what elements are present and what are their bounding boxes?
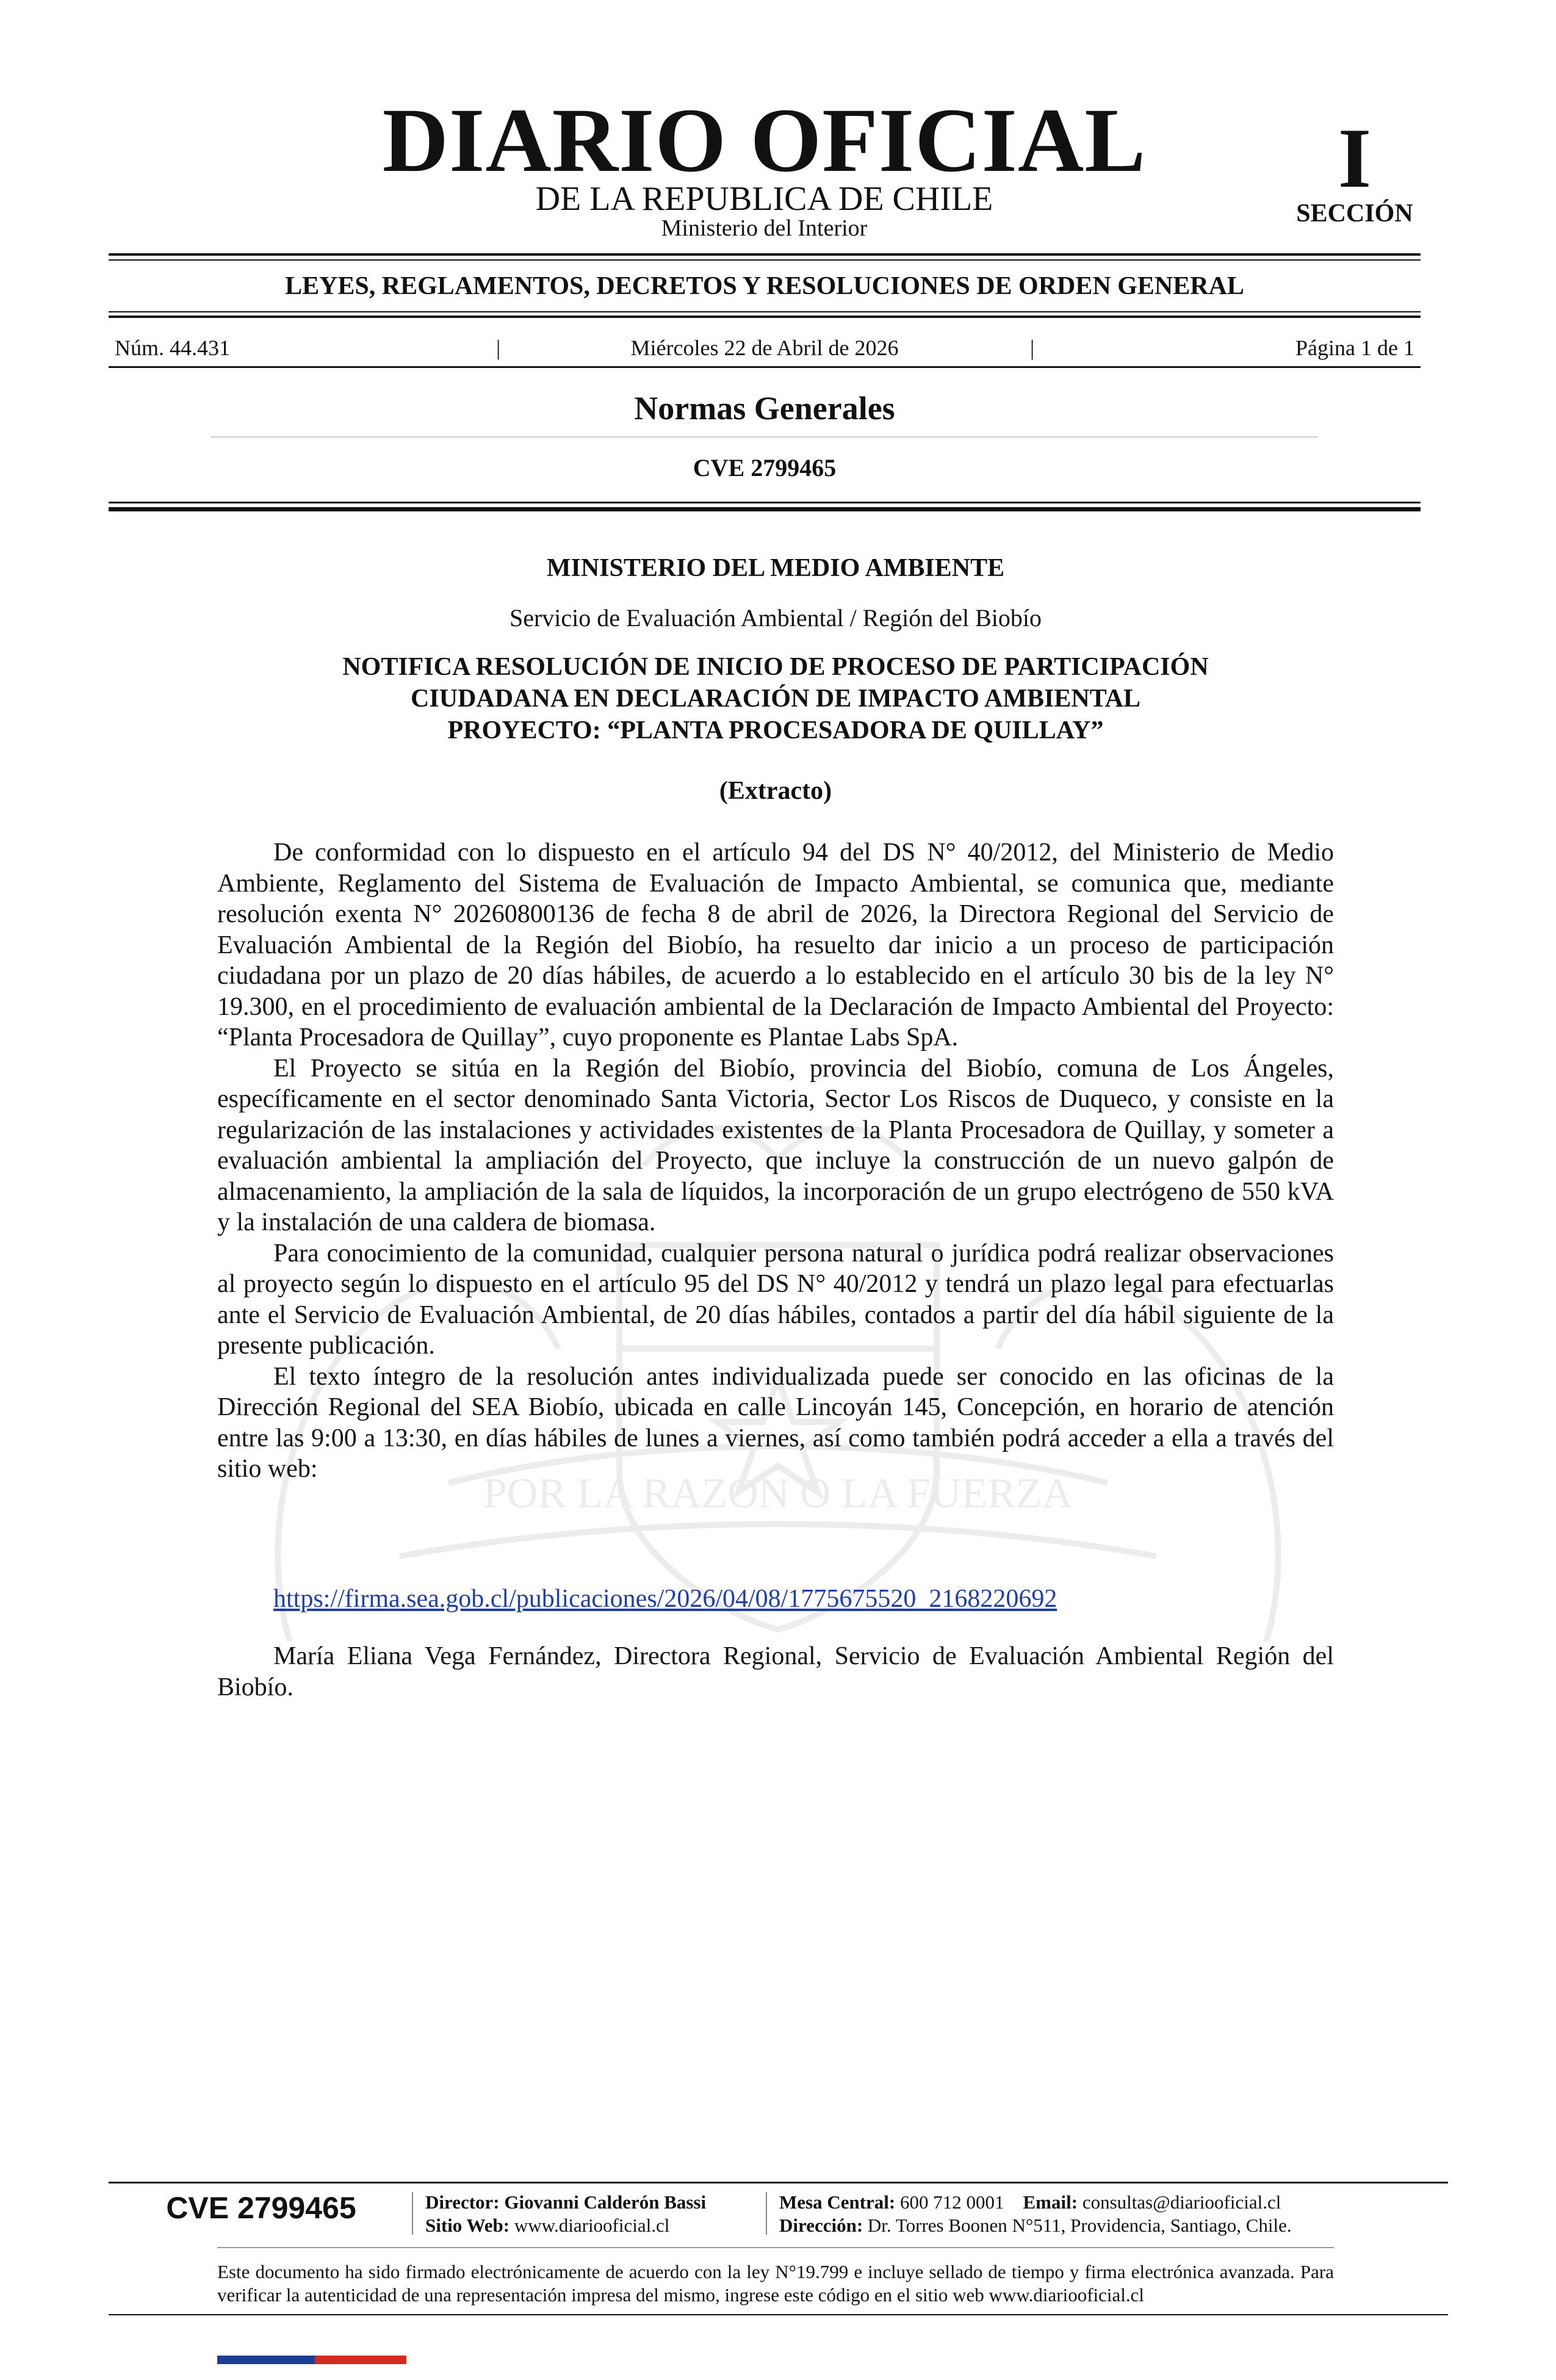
- document-ministry: MINISTERIO DEL MEDIO AMBIENTE: [546, 554, 1005, 582]
- flag-stripe-red: [315, 2356, 406, 2364]
- issue-rule: [109, 366, 1421, 368]
- director-name: Giovanni Calderón Bassi: [504, 2191, 707, 2213]
- publication-link[interactable]: https://firma.sea.gob.cl/publicaciones/2026/04/08/1775675520_2168220692: [273, 1585, 1057, 1613]
- document-title: [217, 651, 1334, 746]
- footer-rule-top: [109, 2182, 1448, 2183]
- category-rule: [109, 316, 1421, 318]
- header-rule-top: [109, 253, 1421, 256]
- email: consultas@diariooficial.cl: [1082, 2191, 1281, 2213]
- issue-separator: |: [1030, 336, 1035, 360]
- section-number: I: [1338, 111, 1372, 206]
- masthead-title: DIARIO OFICIAL: [382, 90, 1147, 191]
- document-title-line: CIUDADANA EN DECLARACIÓN DE IMPACTO AMBIENTAL: [411, 685, 1140, 713]
- issue-date: Miércoles 22 de Abril de 2026: [630, 336, 899, 360]
- flag-stripe-blue: [217, 2356, 315, 2364]
- address-label: Dirección:: [779, 2215, 863, 2236]
- section-label: SECCIÓN: [1296, 200, 1413, 228]
- masthead-subtitle: DE LA REPUBLICA DE CHILE: [535, 180, 993, 218]
- footer-rule-bottom: [109, 2314, 1448, 2315]
- footer-separator: [412, 2192, 413, 2235]
- section-heading: Normas Generales: [634, 390, 895, 427]
- issue-number: Núm. 44.431: [115, 336, 230, 360]
- cve-rule: [109, 507, 1421, 511]
- document-title-line: NOTIFICA RESOLUCIÓN DE INICIO DE PROCESO DE PARTICIPACIÓN: [342, 653, 1209, 681]
- signature: María Eliana Vega Fernández, Directora Regional, Servicio de Evaluación Ambiental Región del Biobío.: [217, 1642, 1334, 1701]
- body-paragraph: De conformidad con lo dispuesto en el artículo 94 del DS N° 40/2012, del Ministerio de Medio Ambiente, Reglamento del Sistema de Evaluación de Impacto Ambiental, se comunica que, mediante resolución exenta N° 20260800136 de fecha 8 de abril de 2026, la Directora Regional del Servicio de Evaluación Ambiental de la Región del Biobío, ha resuelto dar inicio a un proceso de participación ciudadana por un plazo de 20 días hábiles, de acuerdo a lo establecido en el artículo 30 bis de la ley N° 19.300, en el procedimiento de evaluación ambiental de la Declaración de Impacto Ambiental del Proyecto: “Planta Procesadora de Quillay”, cuyo proponente es Plantae Labs SpA.: [217, 838, 1334, 1051]
- header-rule-top-thin: [109, 259, 1421, 261]
- category-heading: LEYES, REGLAMENTOS, DECRETOS Y RESOLUCIONES DE ORDEN GENERAL: [285, 272, 1244, 300]
- footer-cve-code: CVE 2799465: [166, 2191, 356, 2225]
- director-label: Director:: [425, 2191, 500, 2213]
- phone: 600 712 0001: [900, 2191, 1004, 2213]
- website: www.diariooficial.cl: [514, 2215, 670, 2236]
- document-title-line: PROYECTO: “PLANTA PROCESADORA DE QUILLAY”: [447, 716, 1104, 745]
- body-paragraph: El Proyecto se sitúa en la Región del Biobío, provincia del Biobío, comuna de Los Ángeles, específicamente en el sector denominado Santa Victoria, Sector Los Riscos de Duqueco, y consiste en la regularización de las instalaciones y actividades existentes de la Planta Procesadora de Quillay, y someter a evaluación ambiental la ampliación del Proyecto, que incluye la construcción de un nuevo galpón de almacenamiento, la ampliación de la sala de líquidos, la incorporación de un grupo electrógeno de 550 kVA y la instalación de una caldera de biomasa.: [217, 1054, 1334, 1236]
- footer-legal-note: Este documento ha sido firmado electrónicamente de acuerdo con la ley N°19.799 e incluye sellado de tiempo y firma electrónica avanzada. Para verificar la autenticidad de una representación impresa del mismo, ingrese este código en el sitio web www.diariooficial.cl: [217, 2261, 1334, 2306]
- footer-separator: [766, 2192, 767, 2235]
- issue-separator: |: [496, 336, 501, 360]
- address: Dr. Torres Boonen N°511, Providencia, Santiago, Chile.: [867, 2215, 1292, 2236]
- document-service: Servicio de Evaluación Ambiental / Región del Biobío: [509, 604, 1042, 632]
- phone-label: Mesa Central:: [779, 2191, 896, 2213]
- page-indicator: Página 1 de 1: [1295, 336, 1414, 360]
- cve-rule-thin: [109, 502, 1421, 503]
- footer-director-block: [425, 2191, 767, 2237]
- footer-contact-block: [779, 2191, 1365, 2237]
- website-label: Sitio Web:: [425, 2215, 510, 2236]
- watermark-motto: POR LA RAZÓN O LA FUERZA: [483, 1470, 1073, 1517]
- body-paragraph: Para conocimiento de la comunidad, cualquier persona natural o jurídica podrá realizar observaciones al proyecto según lo dispuesto en el artículo 95 del DS N° 40/2012 y tendrá un plazo legal para efectuarlas ante el Servicio de Evaluación Ambiental, de 20 días hábiles, contados a partir del día hábil siguiente de la presente publicación.: [217, 1239, 1334, 1360]
- footer-rule-mid: [217, 2247, 1334, 2248]
- masthead-ministry: Ministerio del Interior: [661, 215, 868, 241]
- document-body: [217, 837, 1334, 1485]
- extracto-label: (Extracto): [719, 777, 832, 805]
- email-label: Email:: [1023, 2191, 1078, 2213]
- category-rule-thin: [109, 311, 1421, 312]
- section-heading-rule: [211, 436, 1318, 438]
- issue-info-row: [109, 333, 1421, 363]
- body-paragraph: El texto íntegro de la resolución antes individualizada puede ser conocido en las oficinas de la Dirección Regional del SEA Biobío, ubicada en calle Lincoyán 145, Concepción, en horario de atención entre las 9:00 a 13:30, en días hábiles de lunes a viernes, así como también podrá acceder a ella a través del sitio web:: [217, 1362, 1334, 1483]
- cve-code: CVE 2799465: [693, 454, 837, 481]
